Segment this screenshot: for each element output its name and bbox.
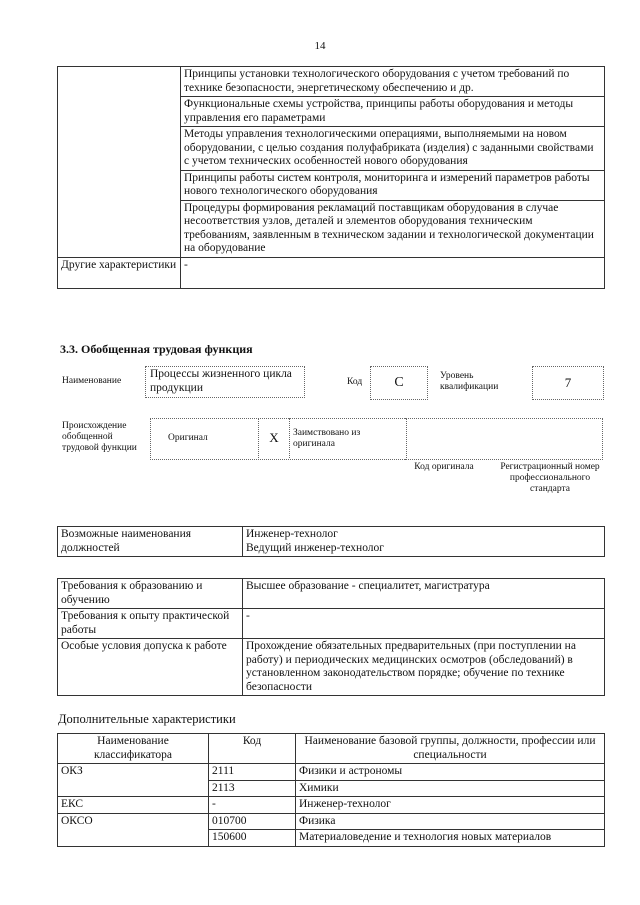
classifier-cell: ЕКС [58,797,209,814]
code-original-label: Код оригинала [414,462,474,472]
code-cell: 010700 [209,813,296,830]
code-cell: 2111 [209,764,296,781]
additional-title: Дополнительные характеристики [58,712,236,726]
table-header-row [58,734,605,764]
table-row [58,579,605,609]
positions-label: Возможные наименования должностей [58,527,243,557]
empty-label-cell [58,67,181,258]
level-label: Уровень квалификации [440,371,499,392]
table-row [58,639,605,696]
reg-number-label: Регистрационный номер профессионального стандарта [500,462,600,494]
table-row [58,813,605,830]
page-number: 14 [314,40,326,52]
position-item: Ведущий инженер-технолог [246,541,384,554]
name-cell: Химики [296,780,605,797]
table-row [58,527,605,557]
top-knowledge-table [57,66,605,289]
knowledge-cell: Процедуры формирования рекламаций поставщикам оборудования в случае несоответствия узлов, деталей и элементов оборудования техническим требованиям, заявленным в техническом задании и технологической документации на оборудование [181,200,605,257]
requirement-value: - [243,609,605,639]
knowledge-cell: Функциональные схемы устройства, принципы работы оборудования и методы управления его параметрами [181,97,605,127]
name-value: Процессы жизненного цикла продукции [145,366,305,398]
requirement-value: Прохождение обязательных предварительных (при поступлении на работу) и периодических медицинских осмотров (обследований) в установленном законодательством порядке; обучение по технике безопасности [243,639,605,696]
table-row [58,764,605,781]
code-label: Код [347,377,363,387]
other-characteristics-value: - [181,257,605,288]
name-label: Наименование [62,376,122,386]
origin-extra-box [405,418,603,460]
other-characteristics-label: Другие характеристики [58,257,181,288]
header-classifier: Наименование классификатора [58,734,209,764]
header-code: Код [209,734,296,764]
section-heading: 3.3. Обобщенная трудовая функция [60,342,253,356]
table-row [58,797,605,814]
origin-label: Происхождение обобщенной трудовой функции [62,421,137,453]
name-cell: Физики и астрономы [296,764,605,781]
knowledge-cell: Принципы установки технологического оборудования с учетом требований по технике безопасности, энергетическому обеспечению и др. [181,67,605,97]
name-cell: Физика [296,813,605,830]
borrowed-label: Заимствовано из оригинала [293,428,361,449]
position-item: Инженер-технолог [246,528,338,540]
knowledge-cell: Принципы работы систем контроля, мониторинга и измерений параметров работы нового технологического оборудования [181,170,605,200]
name-cell: Инженер-технолог [296,797,605,814]
name-cell: Материаловедение и технология новых материалов [296,830,605,847]
code-value: C [370,366,428,400]
classifier-cell: ОКЗ [58,764,209,797]
table-row [58,609,605,639]
positions-values [243,527,605,557]
knowledge-cell: Методы управления технологическими операциями, выполняемыми на новом оборудовании, с целью создания полуфабриката (изделия) с заданными свойствами с учетом технических особенностей нового оборудования [181,127,605,171]
table-row [58,257,605,288]
header-name: Наименование базовой группы, должности, профессии или специальности [296,734,605,764]
original-label: Оригинал [168,433,208,443]
code-cell: 150600 [209,830,296,847]
requirement-label: Требования к опыту практической работы [58,609,243,639]
level-value: 7 [532,366,604,400]
positions-table [57,526,605,557]
requirement-label: Требования к образованию и обучению [58,579,243,609]
requirements-table [57,578,605,696]
classifier-cell: ОКСО [58,813,209,846]
additional-table [57,733,605,847]
requirement-label: Особые условия допуска к работе [58,639,243,696]
code-cell: 2113 [209,780,296,797]
table-row [58,67,605,97]
code-cell: - [209,797,296,814]
requirement-value: Высшее образование - специалитет, магистратура [243,579,605,609]
original-mark: X [258,418,290,458]
